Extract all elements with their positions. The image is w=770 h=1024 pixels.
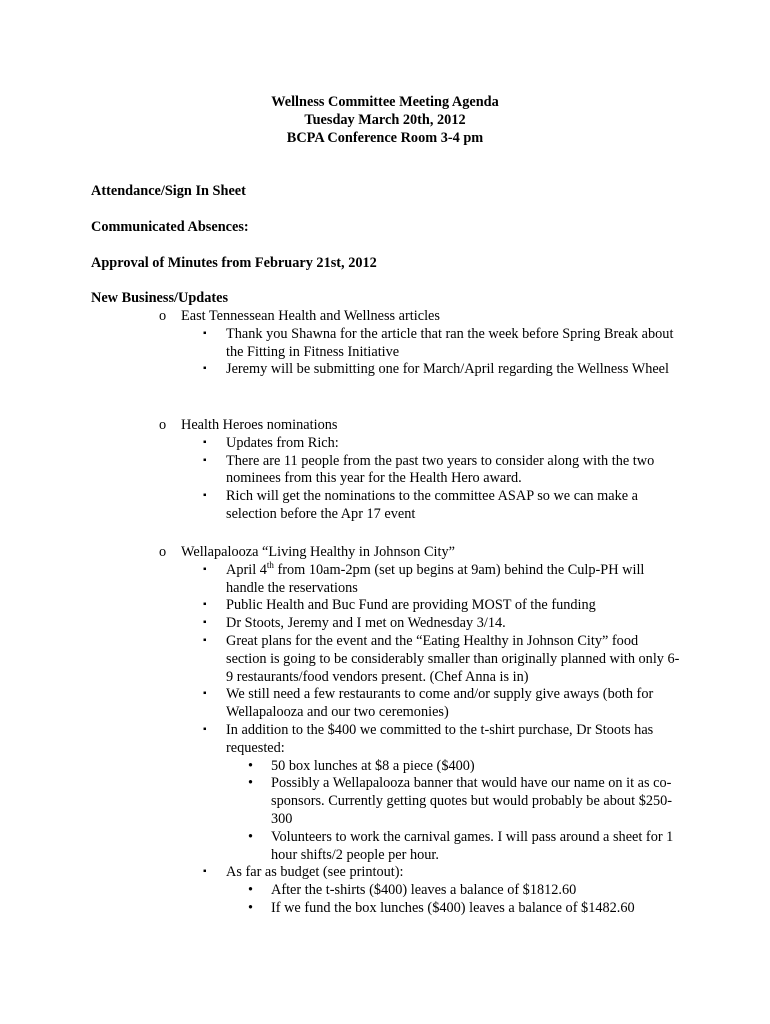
agenda-header <box>0 94 770 147</box>
list-item <box>226 758 681 776</box>
item-text: April 4 <box>226 561 267 578</box>
list-item <box>181 722 681 864</box>
round-bullet-icon: • <box>248 899 254 916</box>
agenda-location: BCPA Conference Room 3-4 pm <box>286 129 484 146</box>
round-bullet-icon: • <box>248 882 254 899</box>
topic-articles <box>0 308 770 379</box>
list-item <box>181 864 681 917</box>
attendance-heading: Attendance/Sign In Sheet <box>91 183 246 199</box>
list-item <box>181 559 681 598</box>
request-items <box>226 758 681 865</box>
item-text: Jeremy will be submitting one for March/April regarding the Wellness Wheel <box>226 361 670 378</box>
circle-bullet-icon: o <box>159 544 167 560</box>
square-bullet-icon: ▪ <box>203 490 207 502</box>
item-text: There are 11 people from the past two years to consider along with the two nominees from this year for the Health Hero award. <box>226 452 655 487</box>
item-text: Updates from Rich: <box>226 434 339 451</box>
item-text: Thank you Shawna for the article that ran the week before Spring Break about the Fitting in Fitness Initiative <box>226 325 674 360</box>
agenda-title: Wellness Committee Meeting Agenda <box>271 94 499 110</box>
item-text: As far as budget (see printout): <box>226 864 404 881</box>
item-text: We still need a few restaurants to come and/or supply give aways (both for Wellapalooza and our two ceremonies) <box>226 686 654 721</box>
list-item <box>181 615 681 633</box>
item-text: Rich will get the nominations to the committee ASAP so we can make a selection before the Apr 17 event <box>226 488 639 522</box>
item-text: Volunteers to work the carnival games. I will pass around a sheet for 1 hour shifts/2 people per hour. <box>271 828 674 863</box>
list-item <box>181 326 681 362</box>
list-item <box>181 597 681 615</box>
item-text: After the t-shirts ($400) leaves a balance of $1812.60 <box>271 882 577 899</box>
list-item <box>181 686 681 722</box>
item-text: In addition to the $400 we committed to the t-shirt purchase, Dr Stoots has requested: <box>226 721 654 756</box>
circle-bullet-icon: o <box>159 308 167 324</box>
agenda-date: Tuesday March 20th, 2012 <box>304 111 466 128</box>
round-bullet-icon: • <box>248 828 254 845</box>
square-bullet-icon: ▪ <box>203 454 207 466</box>
square-bullet-icon: ▪ <box>203 723 207 735</box>
item-text: Possibly a Wellapalooza banner that would have our name on it as co-sponsors. Currently getting quotes but would probably be about $250-300 <box>271 775 673 827</box>
list-item <box>181 435 681 453</box>
list-item <box>226 882 681 900</box>
topic-title: Wellapalooza “Living Healthy in Johnson City” <box>181 544 456 560</box>
topic-title: Health Heroes nominations <box>181 417 338 433</box>
list-item <box>181 361 681 379</box>
item-text: from 10am-2pm (set up begins at 9am) behind the Culp-PH will handle the reservations <box>226 561 645 596</box>
topic-wellapalooza <box>0 544 770 918</box>
round-bullet-icon: • <box>248 775 254 792</box>
topic-list-2 <box>0 417 770 524</box>
list-item <box>226 829 681 865</box>
topic-items <box>181 326 770 379</box>
list-item <box>226 900 681 918</box>
list-item <box>181 488 681 524</box>
item-text: Dr Stoots, Jeremy and I met on Wednesday 3/14. <box>226 615 506 632</box>
topic-items <box>181 435 770 524</box>
square-bullet-icon: ▪ <box>203 634 207 646</box>
item-text: 50 box lunches at $8 a piece ($400) <box>271 757 475 774</box>
topic-title: East Tennessean Health and Wellness articles <box>181 308 440 324</box>
square-bullet-icon: ▪ <box>203 363 207 375</box>
circle-bullet-icon: o <box>159 417 167 433</box>
ordinal-suffix: th <box>266 559 274 570</box>
square-bullet-icon: ▪ <box>203 866 207 878</box>
item-text: Great plans for the event and the “Eating Healthy in Johnson City” food section is going to be considerably smaller than originally planned with only 6-9 restaurants/food vendors present. (Chef Anna is in) <box>226 632 680 685</box>
list-item <box>181 633 681 686</box>
square-bullet-icon: ▪ <box>203 599 207 611</box>
list-item <box>226 775 681 828</box>
list-item <box>181 453 681 489</box>
item-text: If we fund the box lunches ($400) leaves a balance of $1482.60 <box>271 899 635 916</box>
new-business-heading: New Business/Updates <box>91 290 229 306</box>
square-bullet-icon: ▪ <box>203 617 207 629</box>
round-bullet-icon: • <box>248 757 254 774</box>
square-bullet-icon: ▪ <box>203 436 207 448</box>
topic-list-3 <box>0 544 770 918</box>
absences-heading: Communicated Absences: <box>91 219 249 235</box>
topic-items <box>181 559 770 918</box>
square-bullet-icon: ▪ <box>203 563 207 575</box>
minutes-heading: Approval of Minutes from February 21st, 2012 <box>91 255 377 271</box>
budget-items <box>226 882 681 918</box>
topic-health-heroes <box>0 417 770 524</box>
item-text: Public Health and Buc Fund are providing MOST of the funding <box>226 597 596 614</box>
square-bullet-icon: ▪ <box>203 688 207 700</box>
square-bullet-icon: ▪ <box>203 327 207 339</box>
topic-list-1 <box>0 308 770 379</box>
